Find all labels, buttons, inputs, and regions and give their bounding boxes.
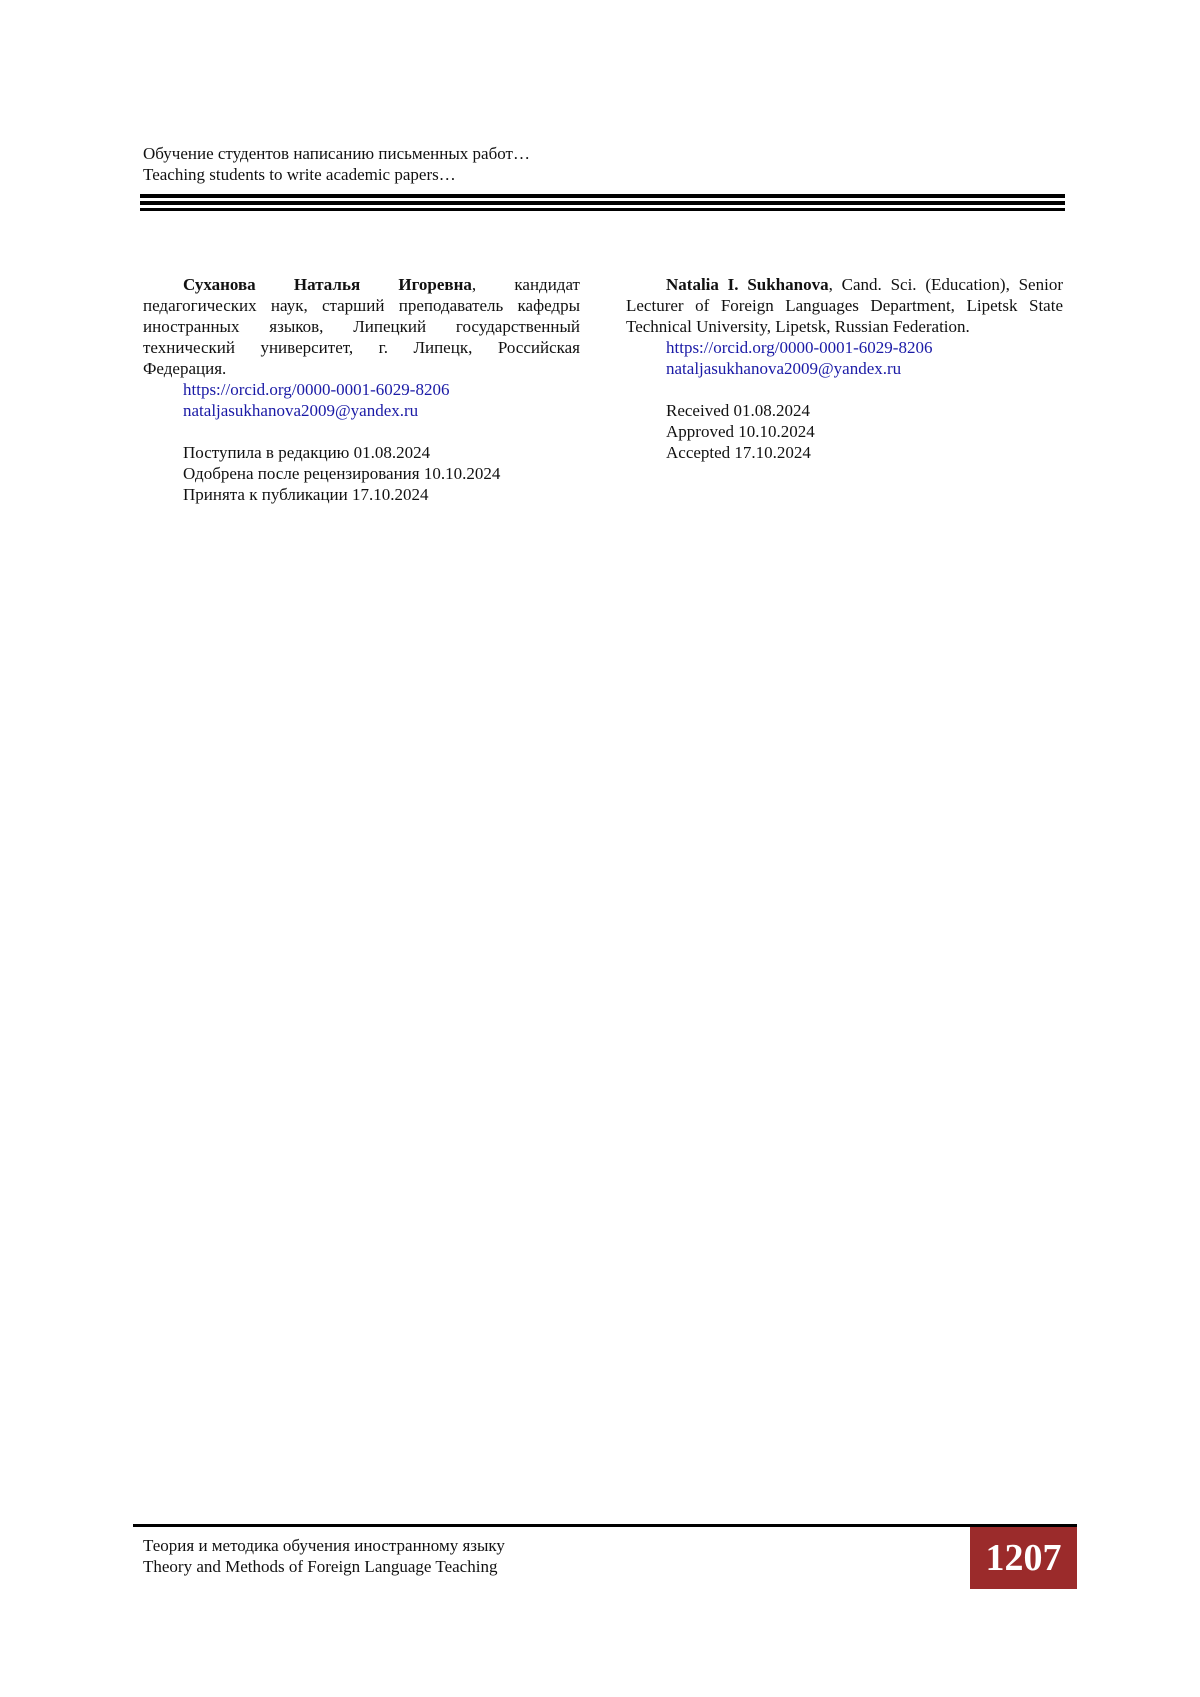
footer-rule [133, 1524, 1077, 1527]
received-date-en: Received 01.08.2024 [666, 401, 810, 420]
page-number: 1207 [970, 1527, 1077, 1589]
received-date-ru: Поступила в редакцию 01.08.2024 [183, 443, 431, 462]
email-link-ru[interactable]: nataljasukhanova2009@yandex.ru [183, 401, 419, 420]
header-rule-3 [140, 208, 1065, 211]
accepted-date-ru: Принята к публикации 17.10.2024 [183, 485, 429, 504]
author-name-en: Natalia I. Sukhanova [666, 275, 829, 294]
accepted-date-en: Accepted 17.10.2024 [666, 443, 811, 462]
header-rule-2 [140, 201, 1065, 205]
author-affiliation-en: , Cand. Sci. (Education), Senior Lecturer of Foreign Languages Department, Lipetsk State Technical University, Lipetsk, Russian Federation. [626, 275, 1063, 336]
approved-date-en: Approved 10.10.2024 [666, 422, 815, 441]
journal-title-en: Theory and Methods of Foreign Language Teaching [143, 1557, 498, 1576]
header-rule-1 [140, 194, 1065, 198]
header-rules [140, 194, 1065, 211]
journal-title-ru: Теория и методика обучения иностранному языку [143, 1536, 505, 1555]
approved-date-ru: Одобрена после рецензирования 10.10.2024 [183, 464, 501, 483]
orcid-link-ru[interactable]: https://orcid.org/0000-0001-6029-8206 [183, 380, 450, 399]
author-info-en [626, 274, 1063, 463]
email-link-en[interactable]: nataljasukhanova2009@yandex.ru [666, 359, 902, 378]
author-bio-ru [143, 274, 580, 379]
running-header-ru: Обучение студентов написанию письменных работ… [143, 144, 530, 163]
author-bio-en [626, 274, 1063, 337]
running-header-en: Teaching students to write academic papers… [143, 165, 456, 184]
author-info-ru [143, 274, 580, 505]
running-header [143, 143, 530, 185]
author-affiliation-ru: , кандидат педагогических наук, старший преподаватель кафедры иностранных языков, Липецкий государственный технический университет, г. Липецк, Российская Федерация. [143, 275, 580, 378]
orcid-link-en[interactable]: https://orcid.org/0000-0001-6029-8206 [666, 338, 933, 357]
author-name-ru: Суханова Наталья Игоревна [183, 275, 472, 294]
journal-footer [143, 1535, 505, 1577]
